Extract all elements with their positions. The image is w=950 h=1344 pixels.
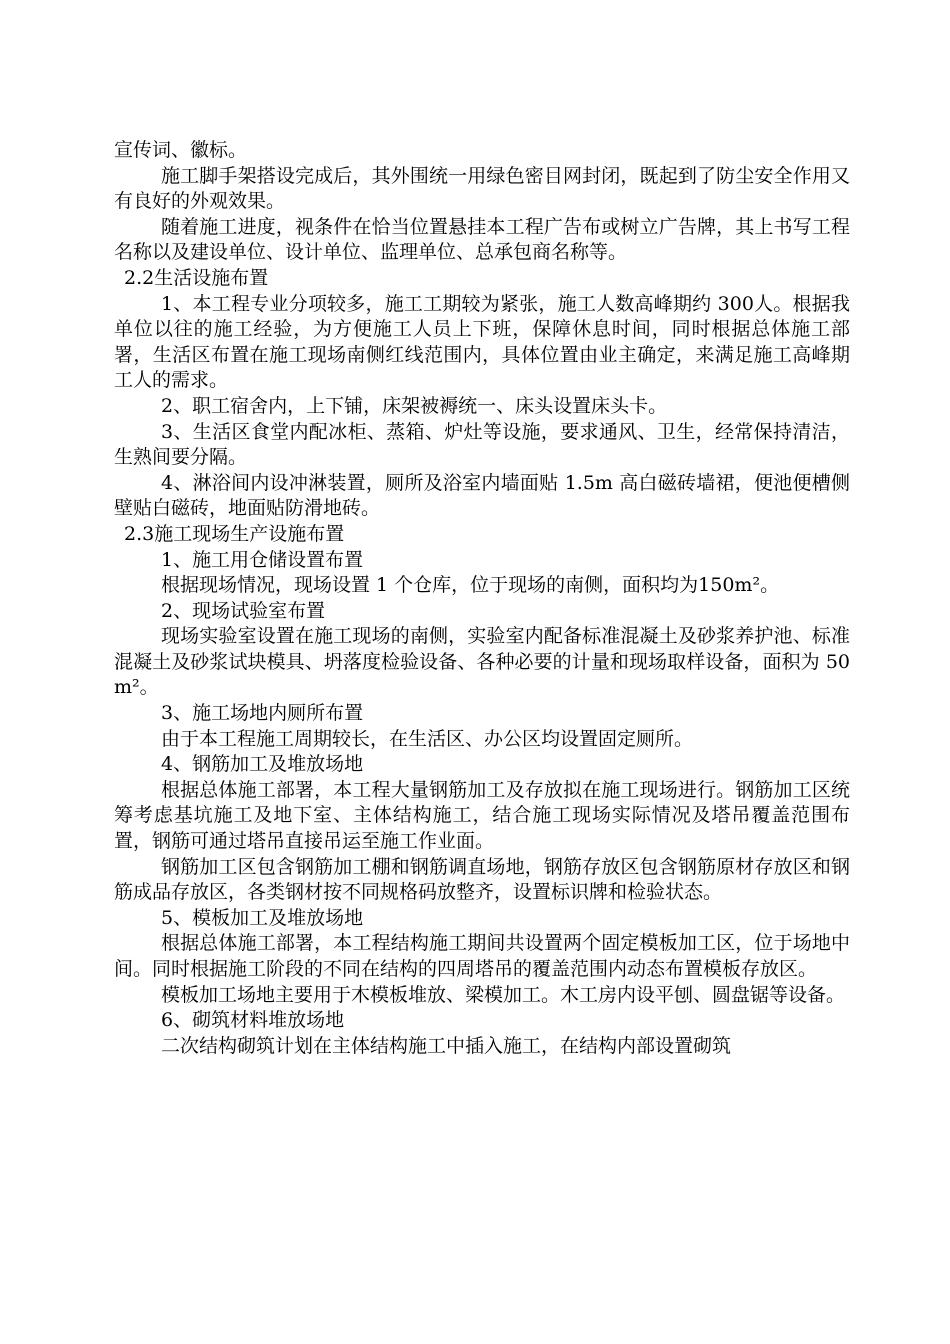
subheading-test-lab: 2、现场试验室布置 [161, 599, 326, 622]
subheading-masonry-yard: 6、砌筑材料堆放场地 [161, 1009, 345, 1032]
paragraph-dormitory: 2、职工宿舍内，上下铺，床架被褥统一、床头设置床头卡。 [161, 394, 668, 417]
paragraph-rebar-processing: 根据总体施工部署，本工程大量钢筋加工及存放拟在施工现场进行。钢筋加工区统筹考虑基坑施工及地下室、主体结构施工，结合施工现场实际情况及塔吊覆盖范围布置，钢筋可通过塔吊直接吊运至施工作业面。 [114, 778, 850, 853]
subheading-rebar-yard: 4、钢筋加工及堆放场地 [161, 753, 364, 776]
paragraph-rebar-storage: 钢筋加工区包含钢筋加工棚和钢筋调直场地，钢筋存放区包含钢筋原材存放区和钢筋成品存放区，各类钢材按不同规格码放整齐，设置标识牌和检验状态。 [114, 855, 850, 904]
paragraph-shower-toilet: 4、淋浴间内设冲淋装置，厕所及浴室内墙面贴 1.5m 高白磁砖墙裙，便池便槽侧壁贴白磁砖，地面贴防滑地砖。 [114, 471, 850, 520]
subheading-formwork-yard: 5、模板加工及堆放场地 [161, 906, 364, 929]
subheading-toilet: 3、施工场地内厕所布置 [161, 702, 364, 725]
section-heading-living-facilities: 2.2生活设施布置 [124, 266, 269, 289]
paragraph-toilet: 由于本工程施工周期较长，在生活区、办公区均设置固定厕所。 [161, 727, 694, 750]
paragraph-formwork-zones: 根据总体施工部署，本工程结构施工期间共设置两个固定模板加工区，位于场地中间。同时根据施工阶段的不同在结构的四周塔吊的覆盖范围内动态布置模板存放区。 [114, 932, 850, 980]
paragraph-test-lab: 现场实验室设置在施工现场的南侧，实验室内配备标准混凝土及砂浆养护池、标准混凝土及砂浆试块模具、坍落度检验设备、各种必要的计量和现场取样设备，面积为 50m²。 [114, 625, 850, 699]
paragraph-continuation: 宣传词、徽标。 [114, 139, 248, 161]
subheading-warehouse: 1、施工用仓储设置布置 [161, 548, 364, 571]
paragraph-billboard: 随着施工进度，视条件在恰当位置悬挂本工程广告布或树立广告牌，其上书写工程名称以及建设单位、设计单位、监理单位、总承包商名称等。 [114, 215, 850, 264]
paragraph-warehouse: 根据现场情况，现场设置 1 个仓库，位于现场的南侧，面积均为150m²。 [161, 574, 780, 597]
paragraph-canteen: 3、生活区食堂内配冰柜、蒸箱、炉灶等设施，要求通风、卫生，经常保持清洁，生熟间要分隔。 [114, 420, 850, 469]
document-page [114, 138, 850, 1059]
paragraph-formwork-equipment: 模板加工场地主要用于木模板堆放、梁模加工。木工房内设平刨、圆盘锯等设备。 [161, 983, 846, 1006]
paragraph-living-area-layout: 1、本工程专业分项较多，施工工期较为紧张，施工人数高峰期约 300人。根据我单位以往的施工经验，为方便施工人员上下班，保障休息时间，同时根据总体施工部署，生活区布置在施工现场南侧红线范围内，具体位置由业主确定，来满足施工高峰期工人的需求。 [114, 292, 850, 392]
section-heading-production-facilities: 2.3施工现场生产设施布置 [124, 522, 345, 545]
paragraph-scaffold-enclosure: 施工脚手架搭设完成后，其外围统一用绿色密目网封闭，既起到了防尘安全作用又有良好的外观效果。 [114, 164, 850, 213]
paragraph-masonry: 二次结构砌筑计划在主体结构施工中插入施工，在结构内部设置砌筑 [161, 1034, 732, 1057]
